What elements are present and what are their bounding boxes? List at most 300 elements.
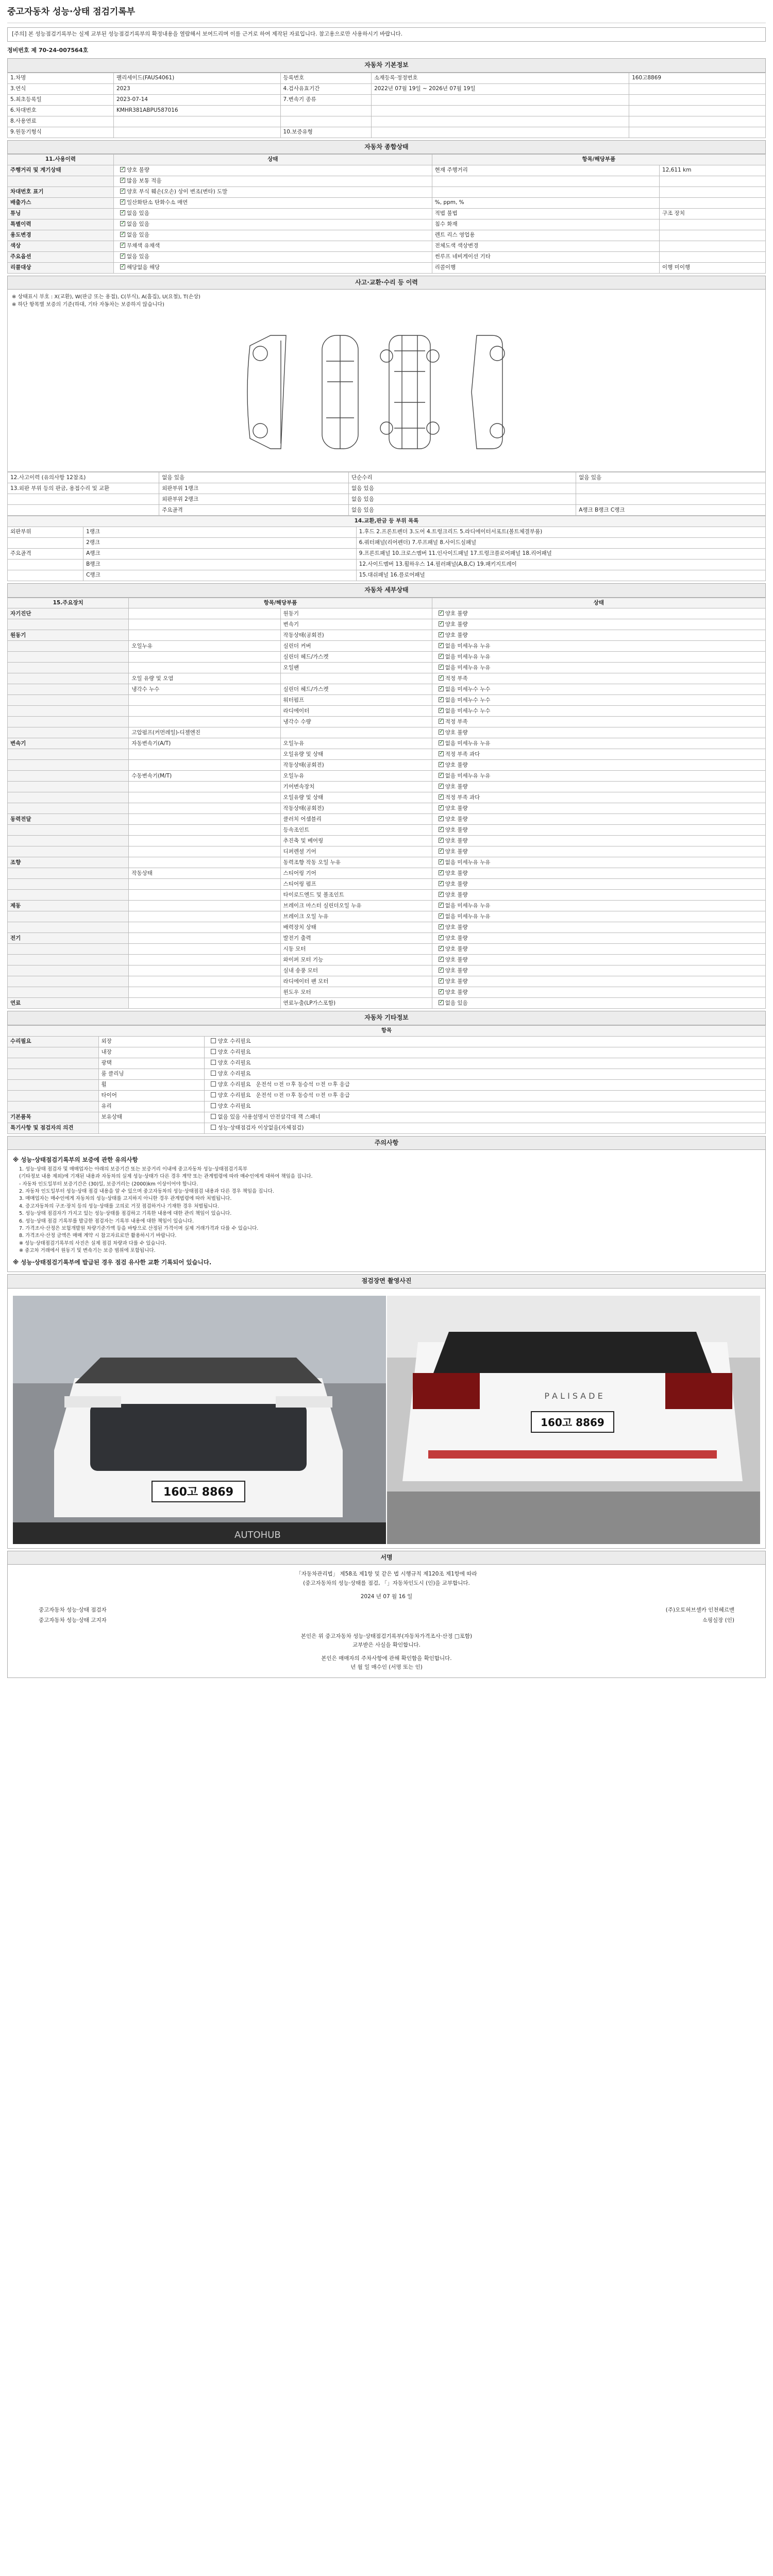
basic-cell xyxy=(372,94,629,105)
detail-state-text: 양호 불량 xyxy=(445,826,468,833)
front-car-image xyxy=(13,1296,386,1544)
car-diagram xyxy=(7,312,766,472)
checkbox-icon[interactable] xyxy=(439,946,444,951)
detail-state[interactable] xyxy=(432,771,765,782)
general-row xyxy=(8,262,766,273)
checkbox-icon[interactable] xyxy=(211,1092,216,1097)
detail-group xyxy=(8,684,129,695)
detail-item: 기어변속장치 xyxy=(280,782,432,792)
checkbox-icon[interactable] xyxy=(439,913,444,919)
basic-cell xyxy=(629,83,766,94)
detail-state[interactable] xyxy=(432,998,765,1009)
detail-state[interactable] xyxy=(432,965,765,976)
basic-cell: 8.사용연료 xyxy=(8,116,114,127)
general-opts[interactable] xyxy=(113,176,432,187)
detail-state[interactable] xyxy=(432,608,765,619)
detail-state[interactable] xyxy=(432,706,765,717)
general-value xyxy=(660,241,766,251)
general-note: 적법 불법 xyxy=(432,208,659,219)
detail-state[interactable] xyxy=(432,868,765,879)
detail-state-text: 없음 미세누유 누유 xyxy=(445,653,491,660)
detail-row xyxy=(8,976,766,987)
accident-cell xyxy=(576,483,766,494)
checkbox-icon[interactable] xyxy=(439,816,444,821)
detail-item: 작동상태(공회전) xyxy=(280,630,432,641)
detail-row xyxy=(8,803,766,814)
detail-state-text: 적정 부족 과다 xyxy=(445,794,480,801)
misc-row xyxy=(8,1058,766,1069)
general-row xyxy=(8,251,766,262)
misc-state[interactable] xyxy=(205,1036,766,1047)
caution-line: (기타정보 내용 제외)에 기재된 내용과 자동차의 실제 성능·상태가 다른 경우 계약 또는 관계법령에 따라 매수인에게 대하여 책임을 집니다. xyxy=(19,1174,313,1180)
basic-cell: 팰리세이드(FAUS4061) xyxy=(113,73,280,83)
tire-extra: 운전석 ㅁ전 ㅁ후 동승석 ㅁ전 ㅁ후 응급 xyxy=(256,1092,350,1098)
basic-cell: 소재등록·정정번호 xyxy=(372,73,629,83)
checkbox-icon[interactable] xyxy=(439,881,444,886)
general-row xyxy=(8,165,766,176)
detail-state-text: 양호 불량 xyxy=(445,924,468,930)
detail-state-text: 없음 미세누유 누유 xyxy=(445,740,491,747)
detail-group: 자기진단 xyxy=(8,608,129,619)
general-opts[interactable] xyxy=(113,241,432,251)
detail-sub: 자동변속기(A/T) xyxy=(129,738,280,749)
exchange-cell: 1랭크 xyxy=(83,527,357,538)
checkbox-icon[interactable] xyxy=(439,978,444,984)
notice-box: [주의] 본 성능점검기록부는 실제 교부된 성능점검기록부의 확정내용을 열람해서 보여드리며 이를 근거로 하여 제작된 자료입니다. 참고용으로만 사용하시기 바랍니다. xyxy=(7,27,766,42)
checkbox-icon[interactable] xyxy=(439,740,444,745)
detail-item: 오일유량 및 상태 xyxy=(280,749,432,760)
basic-cell: 등록번호 xyxy=(280,73,372,83)
detail-state-text: 양호 불량 xyxy=(445,761,468,768)
photo-area xyxy=(7,1289,766,1549)
detail-row xyxy=(8,652,766,663)
detail-state[interactable] xyxy=(432,922,765,933)
misc-group xyxy=(8,1069,99,1079)
checkbox-icon[interactable] xyxy=(439,849,444,854)
detail-row xyxy=(8,727,766,738)
detail-state-text: 양호 불량 xyxy=(445,891,468,898)
checkbox-icon[interactable] xyxy=(439,794,444,800)
basic-cell: 1.차명 xyxy=(8,73,114,83)
detail-state[interactable] xyxy=(432,803,765,814)
accident-cell xyxy=(576,494,766,505)
detail-sub xyxy=(129,803,280,814)
detail-item: 배력장치 상태 xyxy=(280,922,432,933)
checkbox-icon[interactable] xyxy=(120,210,125,215)
exchange-row xyxy=(8,527,766,538)
misc-group: 수리필요 xyxy=(8,1036,99,1047)
general-note: 전체도색 색상변경 xyxy=(432,241,659,251)
checkbox-icon[interactable] xyxy=(439,611,444,616)
misc-state-text: 양호 수리필요 xyxy=(217,1092,251,1098)
exchange-cell: 6.쿼터패널(리어펜더) 7.루프패널 8.사이드실패널 xyxy=(356,538,765,549)
detail-item xyxy=(280,727,432,738)
checkbox-icon[interactable] xyxy=(439,643,444,648)
checkbox-icon[interactable] xyxy=(211,1114,216,1119)
general-value xyxy=(660,230,766,241)
detail-state[interactable] xyxy=(432,846,765,857)
detail-state[interactable] xyxy=(432,825,765,836)
basic-cell xyxy=(629,105,766,116)
general-note: 리콜이행 xyxy=(432,262,659,273)
accident-legend: ※ 상태표시 부호 : X(교환), W(판금 또는 용접), C(부식), A(흠집), U(요철), T(손상) xyxy=(7,290,766,301)
checkbox-icon[interactable] xyxy=(211,1038,216,1043)
general-row xyxy=(8,197,766,208)
detail-state[interactable] xyxy=(432,944,765,955)
checkbox-icon[interactable] xyxy=(120,199,125,205)
checkbox-icon[interactable] xyxy=(120,167,125,172)
checkbox-icon[interactable] xyxy=(439,859,444,865)
detail-state-text: 적정 부족 과다 xyxy=(445,751,480,757)
misc-state[interactable] xyxy=(205,1058,766,1069)
detail-state[interactable] xyxy=(432,955,765,965)
detail-group xyxy=(8,792,129,803)
general-row xyxy=(8,208,766,219)
checkbox-icon[interactable] xyxy=(439,675,444,681)
detail-row xyxy=(8,814,766,825)
detail-state-text: 양호 불량 xyxy=(445,945,468,952)
front-plate-text: 160고 8869 xyxy=(163,1485,234,1499)
detail-state-text: 없음 미세누유 누유 xyxy=(445,664,491,671)
detail-group: 조향 xyxy=(8,857,129,868)
section-misc: 자동차 기타정보 xyxy=(7,1011,766,1025)
detail-sub xyxy=(129,663,280,673)
checkbox-icon[interactable] xyxy=(439,621,444,626)
detail-state[interactable] xyxy=(432,619,765,630)
general-opts[interactable] xyxy=(113,197,432,208)
detail-sub: 냉각수 누수 xyxy=(129,684,280,695)
basic-row xyxy=(8,116,766,127)
detail-sub: 오일누유 xyxy=(129,641,280,652)
section-detail: 자동차 세부상태 xyxy=(7,583,766,598)
detail-state[interactable] xyxy=(432,911,765,922)
detail-state-text: 없음 미세누수 누수 xyxy=(445,707,491,714)
checkbox-icon[interactable] xyxy=(439,957,444,962)
general-row xyxy=(8,219,766,230)
misc-group: 특기사항 및 점검자의 의견 xyxy=(8,1123,99,1133)
misc-state[interactable] xyxy=(205,1047,766,1058)
detail-state[interactable] xyxy=(432,857,765,868)
basic-cell: 2023 xyxy=(113,83,280,94)
checkbox-icon[interactable] xyxy=(439,730,444,735)
checkbox-icon[interactable] xyxy=(439,892,444,897)
checkbox-icon[interactable] xyxy=(439,827,444,832)
detail-head-1: 항목/해당부품 xyxy=(129,598,432,608)
detail-item: 연료누출(LP가스포함) xyxy=(280,998,432,1009)
accident-row xyxy=(8,483,766,494)
detail-state[interactable] xyxy=(432,663,765,673)
accident-cell: A랭크 B랭크 C랭크 xyxy=(576,505,766,516)
basic-table xyxy=(7,73,766,138)
exchange-cell xyxy=(8,538,83,549)
detail-item: 윈도우 모터 xyxy=(280,987,432,998)
checkbox-icon[interactable] xyxy=(439,773,444,778)
basic-cell: 7.변속기 종류 xyxy=(280,94,372,105)
checkbox-icon[interactable] xyxy=(120,189,125,194)
detail-item: 워터펌프 xyxy=(280,695,432,706)
checkbox-icon[interactable] xyxy=(120,253,125,259)
checkbox-icon[interactable] xyxy=(211,1071,216,1076)
detail-state[interactable] xyxy=(432,987,765,998)
detail-item xyxy=(280,673,432,684)
misc-state-text: 양호 수리필요 xyxy=(217,1048,251,1055)
detail-state[interactable] xyxy=(432,684,765,695)
detail-sub xyxy=(129,987,280,998)
misc-row xyxy=(8,1036,766,1047)
detail-state[interactable] xyxy=(432,879,765,890)
detail-group xyxy=(8,619,129,630)
accident-table xyxy=(7,472,766,516)
caution-line: 5. 성능·상태 점검자가 가지고 있는 성능·상태를 점검하고 기록한 내용에 대한 관리 책임이 있습니다. xyxy=(19,1211,232,1217)
sign-notifier-label: 중고자동차 성능·상태 고지자 xyxy=(39,1617,107,1623)
detail-sub xyxy=(129,630,280,641)
detail-group xyxy=(8,771,129,782)
checkbox-icon[interactable] xyxy=(439,989,444,994)
detail-row xyxy=(8,944,766,955)
detail-item: 추진축 및 베어링 xyxy=(280,836,432,846)
detail-group xyxy=(8,803,129,814)
accident-row xyxy=(8,505,766,516)
sign-line-3: 본인은 위 중고자동차 성능·상태점검기록부(자동차가격조사·산정 □포함) xyxy=(300,1633,473,1639)
general-opts-text: 양호 불량 xyxy=(126,167,149,174)
misc-row xyxy=(8,1047,766,1058)
checkbox-icon[interactable] xyxy=(439,838,444,843)
general-opts[interactable] xyxy=(113,208,432,219)
detail-state[interactable] xyxy=(432,814,765,825)
detail-group xyxy=(8,944,129,955)
misc-item: 유리 xyxy=(98,1101,205,1112)
detail-group xyxy=(8,641,129,652)
detail-state-text: 양호 불량 xyxy=(445,783,468,790)
checkbox-icon[interactable] xyxy=(439,632,444,637)
exchange-head: 14.교환,판금 등 부위 목록 xyxy=(8,516,766,527)
general-opts-text: 양호 부식 훼손(오손) 상이 변조(변타) 도말 xyxy=(126,189,228,195)
exchange-cell: 2랭크 xyxy=(83,538,357,549)
detail-item: 시동 모터 xyxy=(280,944,432,955)
general-note xyxy=(432,187,659,197)
basic-cell: 2022년 07월 19일 ~ 2026년 07월 19일 xyxy=(372,83,629,94)
detail-group xyxy=(8,663,129,673)
general-opts[interactable] xyxy=(113,187,432,197)
checkbox-icon[interactable] xyxy=(439,654,444,659)
general-value xyxy=(660,219,766,230)
detail-sub xyxy=(129,911,280,922)
misc-state[interactable] xyxy=(205,1101,766,1112)
checkbox-icon[interactable] xyxy=(120,264,125,269)
misc-row xyxy=(8,1090,766,1101)
basic-cell xyxy=(113,127,280,138)
detail-item: 냉각수 수량 xyxy=(280,717,432,727)
page-title: 중고자동차 성능·상태 점검기록부 xyxy=(7,0,766,23)
detail-row xyxy=(8,738,766,749)
caution-line: 3. 매매업자는 매수인에게 자동차의 성능·상태를 고지하지 아니한 경우 관계법령에 따라 처벌됩니다. xyxy=(19,1196,232,1202)
detail-state[interactable] xyxy=(432,782,765,792)
general-note: %, ppm, % xyxy=(432,197,659,208)
detail-state-text: 없음 미세누유 누유 xyxy=(445,913,491,920)
detail-item: 작동상태(공회전) xyxy=(280,760,432,771)
checkbox-icon[interactable] xyxy=(120,221,125,226)
detail-state-text: 양호 불량 xyxy=(445,729,468,736)
basic-cell: 2023-07-14 xyxy=(113,94,280,105)
general-head-2: 항목/해당부품 xyxy=(432,155,765,165)
general-opts[interactable] xyxy=(113,251,432,262)
detail-sub xyxy=(129,825,280,836)
checkbox-icon[interactable] xyxy=(439,805,444,810)
detail-state-text: 없음 미세누유 누유 xyxy=(445,902,491,909)
detail-state[interactable] xyxy=(432,976,765,987)
detail-row xyxy=(8,782,766,792)
accident-cell: 단순수리 xyxy=(348,472,576,483)
detail-sub xyxy=(129,836,280,846)
detail-state[interactable] xyxy=(432,749,765,760)
checkbox-icon[interactable] xyxy=(211,1103,216,1108)
checkbox-icon[interactable] xyxy=(439,708,444,713)
misc-state[interactable] xyxy=(205,1112,766,1123)
detail-state-text: 양호 불량 xyxy=(445,632,468,638)
misc-state[interactable] xyxy=(205,1069,766,1079)
detail-group xyxy=(8,706,129,717)
checkbox-icon[interactable] xyxy=(120,232,125,237)
checkbox-icon[interactable] xyxy=(439,903,444,908)
checkbox-icon[interactable] xyxy=(439,751,444,756)
basic-cell: 10.보증유형 xyxy=(280,127,372,138)
general-opts-text: 많음 보통 적음 xyxy=(126,178,162,184)
detail-state-text: 없음 있음 xyxy=(445,999,468,1006)
accident-legend-note: ※ 하단 항목별 보증의 기준(하대, 기타 자동차는 보증하지 않습니다) xyxy=(7,301,766,312)
general-opts-text: 해당없음 해당 xyxy=(126,264,160,271)
basic-cell xyxy=(629,127,766,138)
detail-state[interactable] xyxy=(432,792,765,803)
caution-line: 1. 성능·상태 점검자 및 매매업자는 아래의 보증기간 또는 보증거리 이내에 중고자동차 성능·상태점검기록부 xyxy=(19,1166,247,1173)
detail-sub xyxy=(129,933,280,944)
general-note: 침수 화재 xyxy=(432,219,659,230)
checkbox-icon[interactable] xyxy=(439,935,444,940)
exchange-row xyxy=(8,549,766,560)
detail-row xyxy=(8,922,766,933)
detail-state[interactable] xyxy=(432,652,765,663)
general-note: 썬루프 네비게이션 기타 xyxy=(432,251,659,262)
detail-sub xyxy=(129,814,280,825)
detail-sub: 수동변속기(M/T) xyxy=(129,771,280,782)
detail-state[interactable] xyxy=(432,717,765,727)
detail-group xyxy=(8,727,129,738)
detail-state-text: 양호 불량 xyxy=(445,870,468,876)
detail-state[interactable] xyxy=(432,760,765,771)
checkbox-icon[interactable] xyxy=(211,1049,216,1054)
detail-state[interactable] xyxy=(432,727,765,738)
detail-item: 오일유량 및 상태 xyxy=(280,792,432,803)
detail-row xyxy=(8,619,766,630)
general-opts[interactable] xyxy=(113,262,432,273)
misc-state[interactable] xyxy=(205,1090,766,1101)
detail-item: 클러치 어셈블리 xyxy=(280,814,432,825)
checkbox-icon[interactable] xyxy=(439,686,444,691)
detail-state[interactable] xyxy=(432,630,765,641)
front-photo xyxy=(13,1296,386,1544)
general-opts-text: 일산화탄소 탄화수소 매연 xyxy=(126,199,188,206)
exchange-cell: 15.대쉬패널 16.플로어패널 xyxy=(356,570,765,581)
checkbox-icon[interactable] xyxy=(439,719,444,724)
detail-state[interactable] xyxy=(432,738,765,749)
general-opts[interactable] xyxy=(113,165,432,176)
checkbox-icon[interactable] xyxy=(439,968,444,973)
detail-state[interactable] xyxy=(432,933,765,944)
general-label: 차대번호 표기 xyxy=(8,187,114,197)
detail-row xyxy=(8,933,766,944)
checkbox-icon[interactable] xyxy=(120,178,125,183)
checkbox-icon[interactable] xyxy=(439,924,444,929)
detail-sub xyxy=(129,944,280,955)
misc-state-text: 성능·상태점검자 이상없음(자체점검) xyxy=(217,1124,304,1131)
exchange-cell xyxy=(8,560,83,570)
checkbox-icon[interactable] xyxy=(439,665,444,670)
checkbox-icon[interactable] xyxy=(211,1125,216,1130)
checkbox-icon[interactable] xyxy=(439,762,444,767)
checkbox-icon[interactable] xyxy=(211,1081,216,1087)
checkbox-icon[interactable] xyxy=(211,1060,216,1065)
general-label: 용도변경 xyxy=(8,230,114,241)
detail-table xyxy=(7,598,766,1009)
accident-cell: 12.사고이력 (유의사항 12참조) xyxy=(8,472,159,483)
detail-item: 브레이크 오일 누유 xyxy=(280,911,432,922)
detail-group xyxy=(8,846,129,857)
detail-state[interactable] xyxy=(432,695,765,706)
detail-state[interactable] xyxy=(432,901,765,911)
checkbox-icon[interactable] xyxy=(120,243,125,248)
checkbox-icon[interactable] xyxy=(439,697,444,702)
sign-box xyxy=(7,1565,766,1678)
detail-row xyxy=(8,771,766,782)
general-opts[interactable] xyxy=(113,230,432,241)
basic-row xyxy=(8,127,766,138)
caution-line: - 자동차 인도일부터 보증기간은 (30)일, 보증거리는 (2000)km 이상이어야 합니다. xyxy=(19,1181,198,1187)
detail-state[interactable] xyxy=(432,673,765,684)
detail-state-text: 양호 불량 xyxy=(445,848,468,855)
detail-sub xyxy=(129,792,280,803)
detail-item: 실린더 헤드/가스켓 xyxy=(280,684,432,695)
sign-notifier-name: 쇼핑실장 (인) xyxy=(702,1617,734,1623)
basic-cell: 6.차대번호 xyxy=(8,105,114,116)
rear-car-image xyxy=(387,1296,760,1544)
sign-row-1 xyxy=(18,1605,755,1616)
sign-date: 2024 년 07 월 16 일 xyxy=(360,1593,413,1600)
detail-group xyxy=(8,922,129,933)
detail-item: 오일팬 xyxy=(280,663,432,673)
general-opts[interactable] xyxy=(113,219,432,230)
misc-state[interactable] xyxy=(205,1123,766,1133)
detail-row xyxy=(8,879,766,890)
checkbox-icon[interactable] xyxy=(439,784,444,789)
detail-state[interactable] xyxy=(432,836,765,846)
detail-sub xyxy=(129,922,280,933)
misc-row xyxy=(8,1101,766,1112)
misc-table xyxy=(7,1025,766,1134)
checkbox-icon[interactable] xyxy=(439,1000,444,1005)
detail-state[interactable] xyxy=(432,890,765,901)
detail-item: 스티어링 기어 xyxy=(280,868,432,879)
misc-state[interactable] xyxy=(205,1079,766,1090)
detail-row xyxy=(8,630,766,641)
general-value: 이행 미이행 xyxy=(660,262,766,273)
detail-state[interactable] xyxy=(432,641,765,652)
detail-row xyxy=(8,684,766,695)
detail-group xyxy=(8,879,129,890)
detail-row xyxy=(8,901,766,911)
checkbox-icon[interactable] xyxy=(439,870,444,875)
basic-cell xyxy=(280,105,372,116)
misc-item: 외장 xyxy=(98,1036,205,1047)
basic-cell xyxy=(629,116,766,127)
